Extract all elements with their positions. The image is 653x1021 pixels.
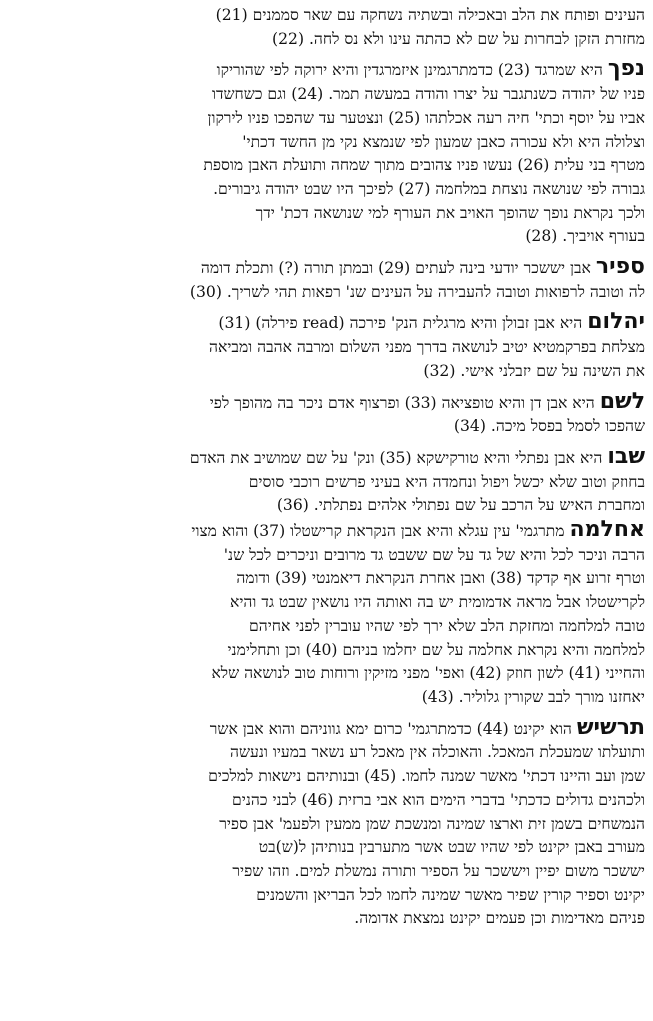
- text-run: היא אבן דן והיא טופציאה (33) ופרצוף אדם ניכר בה מהופך לפי: [209, 393, 595, 412]
- entry-leshem: [10, 390, 645, 439]
- text-line: מחזרת הזקן לבחרות על שם לא כהתה עינו ולא נס לחה. (22): [272, 29, 645, 48]
- text-line: וטרף זרוע אף קדקד (38) ואבן אחרת הנקראת דיאמנטי (39) ודומה: [236, 569, 645, 588]
- text-line: [10, 390, 645, 416]
- entry-continuation: [10, 4, 645, 51]
- text-run: היא אבן נפתלי והיא טורקישקא (35) ונק' על שם שמושיב את האדם: [189, 448, 603, 467]
- entry-headword: ספיר: [595, 254, 645, 280]
- entry-shevo: [10, 445, 645, 518]
- text-line: ותועלתו שמעכלת המאכל. והאוכלה אין מאכל רע נשאר במעיו ונעשה: [229, 743, 645, 762]
- text-line: יששכר משום יפיין ויששכר על הספיר ותורה נמשלת למים. וזהו שפיר: [232, 861, 645, 880]
- text-line: פניו של יהודה כשנתגבר על יצרו והודה במעשה תמר. (24) וגם כשחשדו: [212, 85, 645, 104]
- entry-ahlamah: [10, 518, 645, 710]
- text-line: והחייני (41) לשון חוזק (42) ואפי' מפני מזיקין ורוחות טוב לנושאה שלא: [211, 664, 645, 683]
- text-line: את השינה על שם יזבלני אישי. (32): [423, 361, 645, 380]
- text-line: מעורב באבן יקינט לפי שהיו שבט אשר מתערבין בנותיהן ל(ש)בט: [258, 838, 645, 857]
- text-line: פניהם מאדימות וכן פעמים יקינט נמצאת אדומה.: [354, 909, 645, 928]
- text-line: יקינט וספיר קורין שפיר מאשר שמינה לחמו לכל הבריאן והשמנים: [256, 885, 645, 904]
- text-line: לה וטובה לרפואות וטובה להעבירה על העינים שנ' רפאות תהי לשריך. (30): [189, 282, 645, 301]
- text-line: [10, 57, 645, 83]
- text-run: מתרגמי' עין עגלא והיא אבן הנקראת קרישטלו (37) והוא מצוי: [191, 522, 565, 541]
- entry-headword: אחלמה: [569, 517, 645, 543]
- text-line: מטרף בני עלית (26) נעשו פניו צהובים מתוך שמחה ותועלת האבן מוספת: [203, 156, 645, 175]
- entry-tarshish: [10, 716, 645, 931]
- text-line: העינים ופותח את הלב ובאכילה ובשתיה נשחקה עם שאר סממנים (21): [215, 6, 645, 24]
- text-line: שהפכו לסמל בפסל מיכה. (34): [453, 417, 645, 436]
- entry-sapir: [10, 255, 645, 304]
- text-line: שמן ועב והיינו דכתי' מאשר שמנה לחמו. (45) ובנותיהם נישאות למלכים: [208, 767, 645, 786]
- text-line: [10, 518, 645, 544]
- entry-headword: נפך: [607, 56, 645, 82]
- text-line: ולכך נקראת נופך שהופך האויב את העורף למי שנושאה דכת' ידך: [255, 203, 645, 222]
- text-line: [10, 445, 645, 471]
- text-line: למלחמה והיא נקראת אחלמה על שם יחלמו בניהם (40) וכן ותחלימני: [227, 640, 645, 659]
- text-run: אבן יששכר יודעי בינה לעתים (29) ובמתן תורה (?) ותכלת דומה: [200, 259, 591, 278]
- text-run: היא שמרגד (23) כדמתרגמינן איזמרגדין והיא ירוקה לפי שהוריקו: [216, 61, 603, 80]
- entry-headword: יהלום: [587, 309, 645, 335]
- text-line: גבורה לפי שנושאה נוצחת במלחמה (27) לפיכך היו שבט יהודה גיבורים.: [213, 179, 645, 198]
- text-line: הרבה וניכר לכל והיא של גד על שם ששבט גד מרובים וניכרים לכל שנ': [223, 545, 645, 564]
- text-run: הוא יקינט (44) כדמתרגמי' כרום ימא גווניהם והוא אבן אשר: [209, 719, 572, 738]
- text-line: מצלחת בפרקמטיא יטיב לנושאה בדרך מפני השלום ומרבה אהבה ומביאה: [209, 338, 645, 357]
- text-line: אביו על יוסף וכתי' חיה רעה אכלתהו (25) ונצטער עד שהפכו פניו לירקון: [207, 108, 645, 127]
- entry-headword: שבו: [607, 443, 645, 469]
- text-line: [10, 255, 645, 281]
- entry-nofekh: [10, 57, 645, 249]
- text-line: לקרישטלו אבל מראה אדמומית יש בה ואותה היו נושאין שבט גד והיא: [229, 593, 645, 612]
- text-line: וצלולה היא ולא עכורה כאבן שמעון לפי שנמצא נקי מן החשד דכתי': [242, 132, 645, 151]
- text-line: ומחברת האיש על הרכב על שם נפתולי אלהים נפתלתי. (36): [276, 496, 645, 515]
- entry-headword: לשם: [599, 388, 645, 414]
- text-line: [10, 716, 645, 742]
- text-line: הנמשחים בשמן זית וארצו שמינה ומנשכת שמן ממעין ולפעמ' אבן ספיר: [219, 814, 645, 833]
- text-line: ולכהנים גדולים כדכתי' בדברי הימים הוא אבי ברזית (46) לבני כהנים: [232, 790, 645, 809]
- entry-yahalom: [10, 310, 645, 383]
- entry-headword: תרשיש: [576, 714, 645, 740]
- text-line: יאחזנו מורך לבב שקורין גלוליר. (43): [421, 687, 645, 706]
- text-run: היא אבן זבולן והיא מרגלית הנק' פירכה (read פירלה) (31): [218, 314, 583, 333]
- text-line: בעורף אויביך. (28): [525, 227, 645, 246]
- text-line: [10, 310, 645, 336]
- text-line: בחוזק וטוב שלא יכשל ויפול ונחמדה היא בעיני פרשים רוכבי סוסים: [248, 472, 645, 491]
- text-line: טובה למלחמה ומחזקת הלב שלא ירך לפי שהיו עוברין לפני אחיהם: [249, 616, 645, 635]
